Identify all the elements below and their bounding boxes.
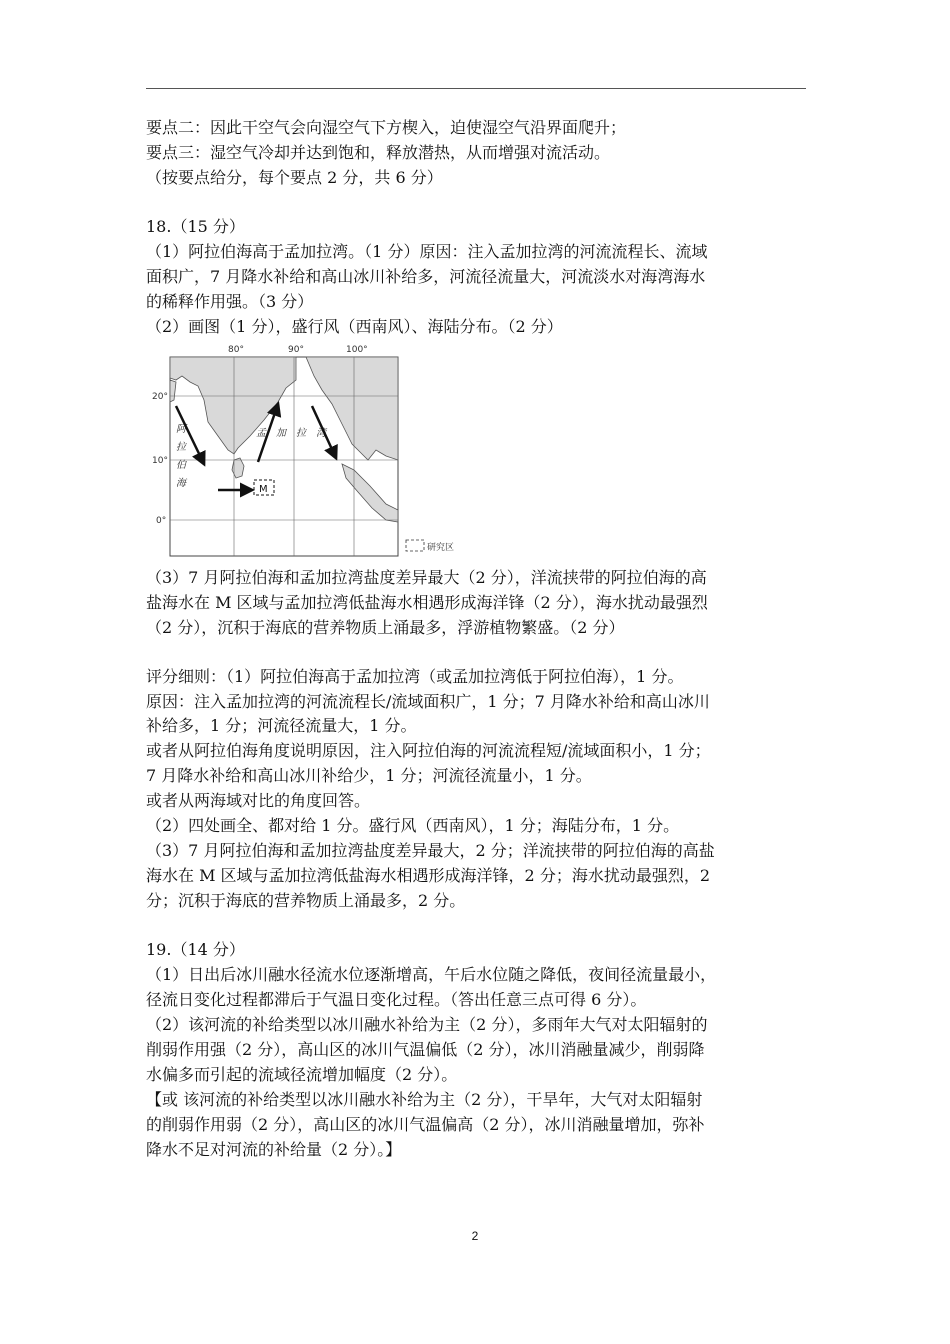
- question-heading: 18.（15 分）: [146, 217, 245, 236]
- text-line: 径流日变化过程都滞后于气温日变化过程。（答出任意三点可得 6 分）。: [146, 990, 647, 1009]
- text-line: 或者从两海域对比的角度回答。: [146, 791, 371, 810]
- text-line: 原因：注入孟加拉湾的河流流程长/流域面积广，1 分；7 月降水补给和高山冰川: [146, 692, 710, 711]
- text-line: 降水不足对河流的补给量（2 分）。】: [146, 1140, 402, 1159]
- question-heading: 19.（14 分）: [146, 940, 245, 959]
- lon-label: 90°: [288, 345, 304, 355]
- text-line: 【或 该河流的补给类型以冰川融水补给为主（2 分），干旱年，大气对太阳辐射: [146, 1090, 703, 1109]
- map-figure: [146, 340, 498, 562]
- arabian-sea-label: 海: [176, 478, 186, 489]
- arabian-sea-label: 拉: [176, 442, 186, 453]
- text-line: 要点三：湿空气冷却并达到饱和，释放潜热，从而增强对流活动。: [146, 143, 611, 162]
- legend-box: [406, 540, 424, 551]
- text-line: 的稀释作用强。（3 分）: [146, 292, 314, 311]
- lat-label: 0°: [156, 516, 167, 526]
- text-line: 的削弱作用弱（2 分），高山区的冰川气温偏高（2 分），冰川消融量增加，弥补: [146, 1115, 705, 1134]
- bay-label: 孟: [256, 428, 266, 439]
- text-line: 海水在 M 区域与孟加拉湾低盐海水相遇形成海洋锋，2 分；海水扰动最强烈，2: [146, 866, 711, 885]
- bay-label: 加: [276, 428, 286, 439]
- lat-label: 10°: [152, 456, 168, 466]
- legend-label: 研究区: [427, 543, 455, 553]
- text-line: 削弱作用强（2 分），高山区的冰川气温偏低（2 分），冰川消融量减少，削弱降: [146, 1040, 705, 1059]
- lon-label: 100°: [346, 345, 368, 355]
- text-line: 盐海水在 M 区域与孟加拉湾低盐海水相遇形成海洋锋（2 分），海水扰动最强烈: [146, 593, 708, 612]
- text-line: 评分细则：（1）阿拉伯海高于孟加拉湾（或孟加拉湾低于阿拉伯海），1 分。: [146, 667, 684, 686]
- lat-label: 20°: [152, 392, 168, 402]
- text-line: 面积广，7 月降水补给和高山冰川补给多，河流径流量大，河流淡水对海湾海水: [146, 267, 706, 286]
- text-line: 水偏多而引起的流域径流增加幅度（2 分）。: [146, 1065, 458, 1084]
- arabian-sea-label: 伯: [176, 460, 186, 471]
- text-line: （2）四处画全、都对给 1 分。盛行风（西南风），1 分；海陆分布，1 分。: [146, 816, 680, 835]
- header-rule: [146, 88, 806, 89]
- text-line: 要点二：因此干空气会向湿空气下方楔入，迫使湿空气沿界面爬升；: [146, 118, 627, 137]
- text-line: （按要点给分，每个要点 2 分，共 6 分）: [146, 168, 443, 187]
- text-line: （2 分），沉积于海底的营养物质上涌最多，浮游植物繁盛。（2 分）: [146, 618, 625, 637]
- page-number: 2: [471, 1229, 479, 1243]
- text-line: （1）阿拉伯海高于孟加拉湾。（1 分）原因：注入孟加拉湾的河流流程长、流域: [146, 242, 708, 261]
- text-line: 7 月降水补给和高山冰川补给少，1 分；河流径流量小，1 分。: [146, 766, 592, 785]
- text-line: （2）画图（1 分），盛行风（西南风）、海陆分布。（2 分）: [146, 317, 563, 336]
- lon-label: 80°: [228, 345, 244, 355]
- text-line: （2）该河流的补给类型以冰川融水补给为主（2 分），多雨年大气对太阳辐射的: [146, 1015, 708, 1034]
- text-line: （3）7 月阿拉伯海和孟加拉湾盐度差异最大（2 分），洋流挟带的阿拉伯海的高: [146, 568, 707, 587]
- text-line: 补给多，1 分；河流径流量大，1 分。: [146, 716, 417, 735]
- m-region-label: M: [259, 484, 268, 495]
- text-line: 分；沉积于海底的营养物质上涌最多，2 分。: [146, 891, 466, 910]
- text-line: 或者从阿拉伯海角度说明原因，注入阿拉伯海的河流流程短/流域面积小，1 分；: [146, 741, 711, 760]
- arabian-sea-label: 阿: [176, 424, 186, 435]
- bay-label: 拉: [296, 428, 306, 439]
- bay-label: 湾: [316, 428, 326, 439]
- text-line: （3）7 月阿拉伯海和孟加拉湾盐度差异最大，2 分；洋流挟带的阿拉伯海的高盐: [146, 841, 715, 860]
- text-line: （1）日出后冰川融水径流水位逐渐增高，午后水位随之降低，夜间径流量最小，: [146, 965, 717, 984]
